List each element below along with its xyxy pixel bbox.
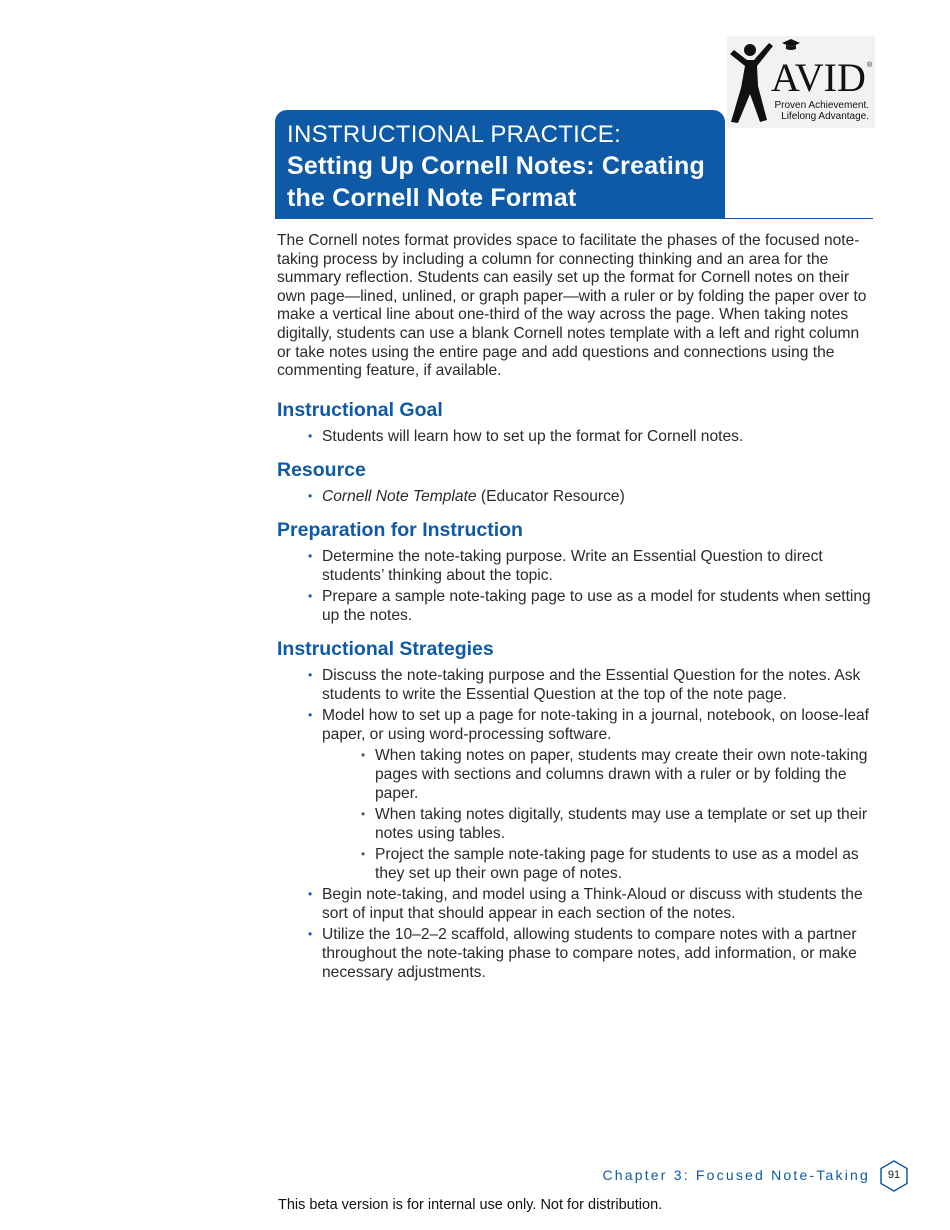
strategies-list (277, 666, 875, 744)
practice-eyebrow: INSTRUCTIONAL PRACTICE: (287, 121, 622, 148)
resource-note: (Educator Resource) (476, 487, 625, 505)
graduation-cap-icon (781, 38, 801, 52)
page-number: 91 (887, 1169, 901, 1181)
strategies-list-continued (277, 885, 875, 982)
strategy-sub-item: • Project the sample note-taking page for students to use as a model as they set up their own page of notes. (277, 845, 875, 883)
practice-title-line-1: Setting Up Cornell Notes: Creating (287, 152, 705, 180)
beta-disclaimer: This beta version is for internal use only. Not for distribution. (278, 1197, 663, 1213)
tagline-line-1: Proven Achievement. (774, 100, 869, 111)
goal-list (277, 427, 875, 446)
strategy-item: • Discuss the note-taking purpose and the Essential Question for the notes. Ask students to write the Essential Question at the top of the note page. (277, 666, 875, 704)
preparation-item: • Prepare a sample note-taking page to use as a model for students when setting up the notes. (277, 587, 875, 625)
intro-paragraph: The Cornell notes format provides space to facilitate the phases of the focused note-taking process by including a column for connecting thinking and an area for the summary reflection. Students can easily set up the format for Cornell notes on their own page—lined, unlined, or graph paper—with a ruler or by folding the paper over to make a vertical line about one-third of the way across the page. When taking notes digitally, students can use a blank Cornell notes template with a left and right column or take notes using the entire page and add questions and connections using the commenting feature, if available. (277, 232, 867, 380)
page-number-badge (880, 1160, 908, 1192)
main-content (277, 232, 875, 982)
preparation-list (277, 547, 875, 625)
avid-wordmark: AVID (771, 55, 866, 100)
strategy-sub-item: • When taking notes digitally, students may use a template or set up their notes using tables. (277, 805, 875, 843)
resource-list (277, 487, 875, 506)
practice-title-line-2: the Cornell Note Format (287, 184, 577, 212)
goal-item: • Students will learn how to set up the format for Cornell notes. (277, 427, 875, 446)
resource-heading: Resource (277, 458, 366, 481)
title-divider (275, 218, 873, 219)
resource-link-text: Cornell Note Template (322, 487, 477, 505)
strategy-sub-item: • When taking notes on paper, students may create their own note-taking pages with sections and columns drawn with a ruler or by folding the paper. (277, 746, 875, 803)
strategy-item: • Model how to set up a page for note-taking in a journal, notebook, on loose-leaf paper, or using word-processing software. (277, 706, 875, 744)
resource-item (277, 487, 875, 506)
tagline-line-2: Lifelong Advantage. (781, 111, 869, 122)
logo-tagline (775, 100, 870, 122)
goal-heading: Instructional Goal (277, 398, 443, 421)
preparation-heading: Preparation for Instruction (277, 518, 523, 541)
strategy-sub-list (277, 746, 875, 883)
preparation-item: • Determine the note-taking purpose. Write an Essential Question to direct students’ thinking about the topic. (277, 547, 875, 585)
registered-mark: ® (867, 62, 873, 69)
chapter-label: Chapter 3: Focused Note-Taking (602, 1167, 870, 1183)
strategy-item: • Utilize the 10–2–2 scaffold, allowing students to compare notes with a partner throughout the note-taking phase to compare notes, add information, or make necessary adjustments. (277, 925, 875, 982)
practice-title-box (275, 110, 725, 219)
avid-logo (727, 36, 875, 128)
strategy-item: • Begin note-taking, and model using a Think-Aloud or discuss with students the sort of input that should appear in each section of the notes. (277, 885, 875, 923)
strategies-heading: Instructional Strategies (277, 637, 494, 660)
